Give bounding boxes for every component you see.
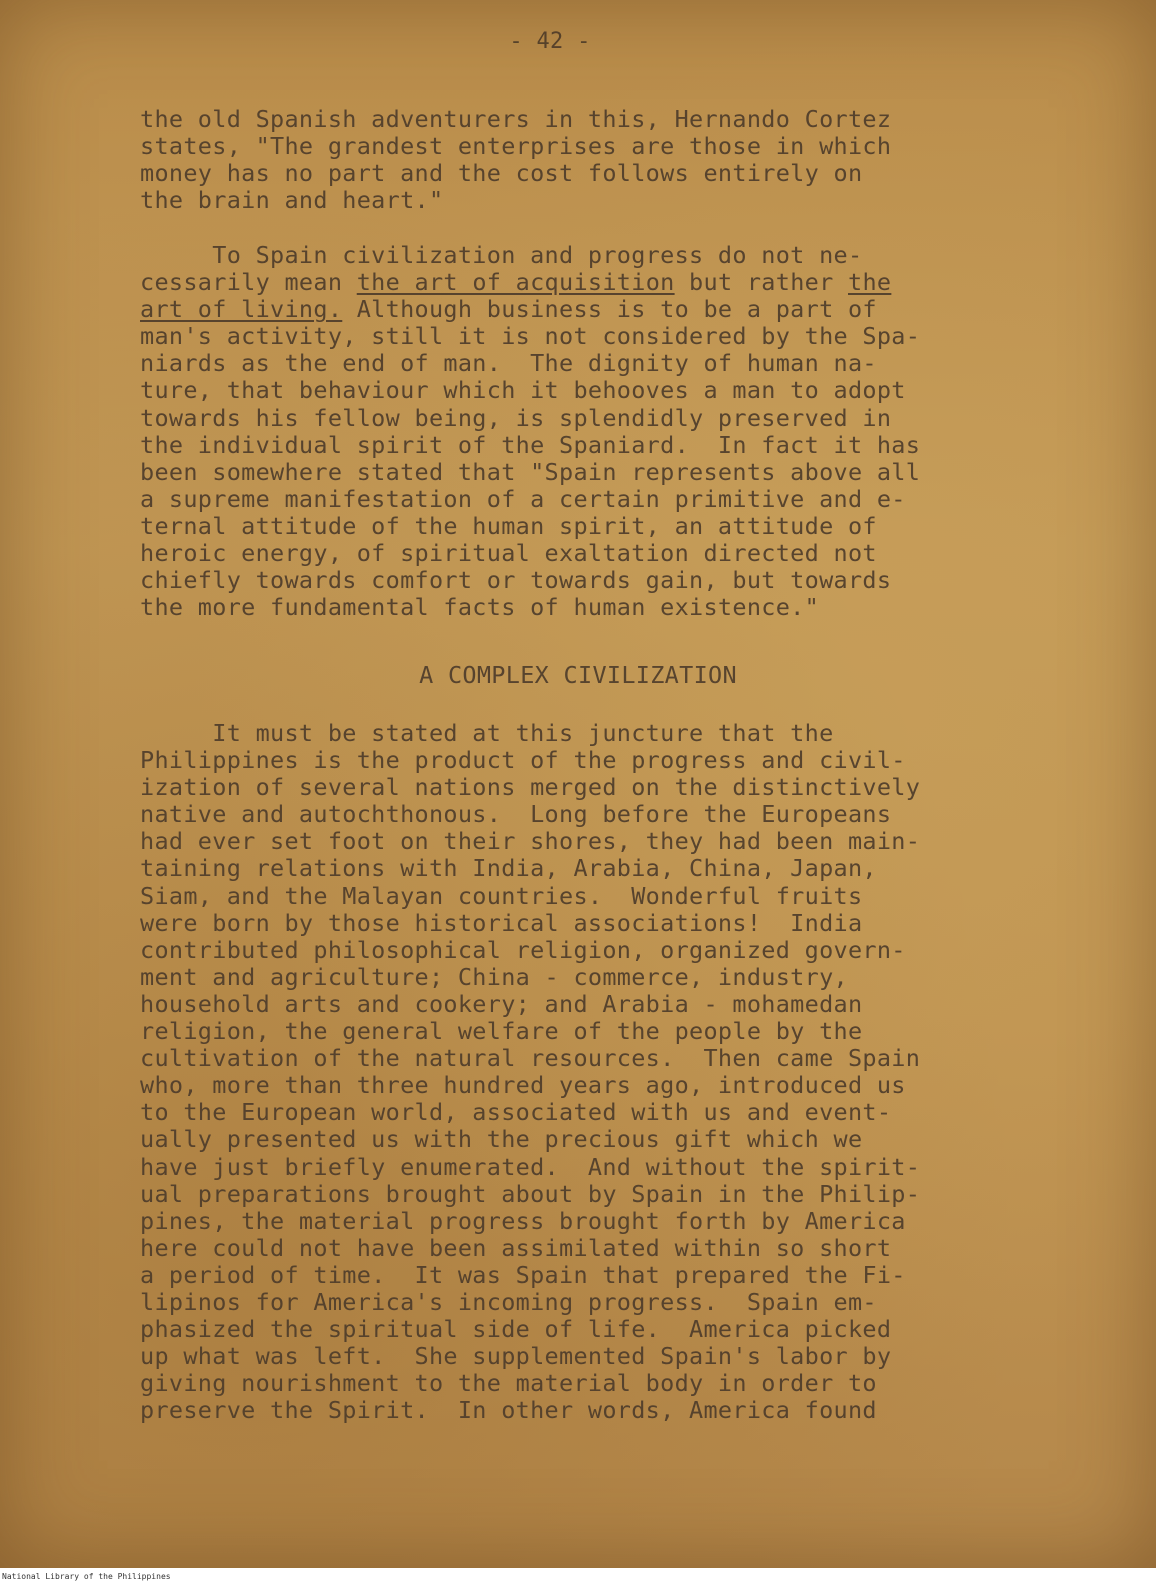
text-line: states, "The grandest enterprises are those in which <box>140 132 892 161</box>
text-line: giving nourishment to the material body in order to <box>140 1369 877 1398</box>
text-line: pines, the material progress brought forth by America <box>140 1206 906 1235</box>
text-line: ment and agriculture; China - commerce, industry, <box>140 962 848 991</box>
text-line: household arts and cookery; and Arabia - mohamedan <box>140 989 863 1018</box>
text-line: contributed philosophical religion, organized govern- <box>140 935 906 964</box>
text-line: a supreme manifestation of a certain primitive and e- <box>140 484 906 513</box>
text-line: man's activity, still it is not considered by the Spa- <box>140 322 921 351</box>
paragraph-cortez-quote <box>140 106 990 214</box>
text-line: a period of time. It was Spain that prepared the Fi- <box>140 1260 906 1289</box>
page-number: - 42 - <box>509 29 591 54</box>
paragraph-complex-civilization <box>140 720 990 1424</box>
text-line: the old Spanish adventurers in this, Hernando Cortez <box>140 105 892 133</box>
footer-credit: National Library of the Philippines <box>2 1572 171 1581</box>
text-line: chiefly towards comfort or towards gain, but towards <box>140 566 892 595</box>
section-heading: A COMPLEX CIVILIZATION <box>419 661 737 689</box>
text-line: Philippines is the product of the progress and civil- <box>140 746 906 775</box>
text-line: taining relations with India, Arabia, China, Japan, <box>140 854 877 883</box>
text-line: ually presented us with the precious gift which we <box>140 1125 863 1154</box>
text-line: the more fundamental facts of human existence." <box>140 593 820 622</box>
text-line: native and autochthonous. Long before the Europeans <box>140 800 892 829</box>
text-line: niards as the end of man. The dignity of human na- <box>140 349 877 378</box>
text-line: here could not have been assimilated within so short <box>140 1233 892 1262</box>
text-line: ization of several nations merged on the distinctively <box>140 773 921 802</box>
text-line: phasized the spiritual side of life. America picked <box>140 1315 892 1344</box>
text-line: have just briefly enumerated. And without the spirit- <box>140 1152 921 1181</box>
text-line: had ever set foot on their shores, they had been main- <box>140 827 921 856</box>
text-line: ternal attitude of the human spirit, an attitude of <box>140 511 877 540</box>
text-line: ture, that behaviour which it behooves a man to adopt <box>140 376 906 405</box>
text-line: been somewhere stated that "Spain represents above all <box>140 457 921 486</box>
text-line: To Spain civilization and progress do not ne- <box>140 241 863 269</box>
paragraph-art-of-living <box>140 242 990 621</box>
text-line: the individual spirit of the Spaniard. In fact it has <box>140 430 921 459</box>
text-line: heroic energy, of spiritual exaltation directed not <box>140 539 877 568</box>
text-line: towards his fellow being, is splendidly preserved in <box>140 403 892 432</box>
text-line: to the European world, associated with us and event- <box>140 1098 892 1127</box>
text-line: up what was left. She supplemented Spain's labor by <box>140 1342 892 1371</box>
text-line: cessarily mean the art of acquisition but rather the <box>140 268 892 297</box>
text-line: ual preparations brought about by Spain in the Philip- <box>140 1179 921 1208</box>
text-line: It must be stated at this juncture that the <box>140 719 834 747</box>
text-line: cultivation of the natural resources. Then came Spain <box>140 1044 921 1073</box>
text-line: preserve the Spirit. In other words, America found <box>140 1396 877 1425</box>
text-line: religion, the general welfare of the people by the <box>140 1017 863 1046</box>
text-line: money has no part and the cost follows entirely on <box>140 159 863 188</box>
text-line: the brain and heart." <box>140 186 444 215</box>
text-line: Siam, and the Malayan countries. Wonderful fruits <box>140 881 863 910</box>
text-line: art of living. Although business is to be a part of <box>140 295 877 324</box>
text-line: who, more than three hundred years ago, introduced us <box>140 1071 906 1100</box>
text-line: lipinos for America's incoming progress. Spain em- <box>140 1287 877 1316</box>
text-line: were born by those historical associations! India <box>140 908 863 937</box>
